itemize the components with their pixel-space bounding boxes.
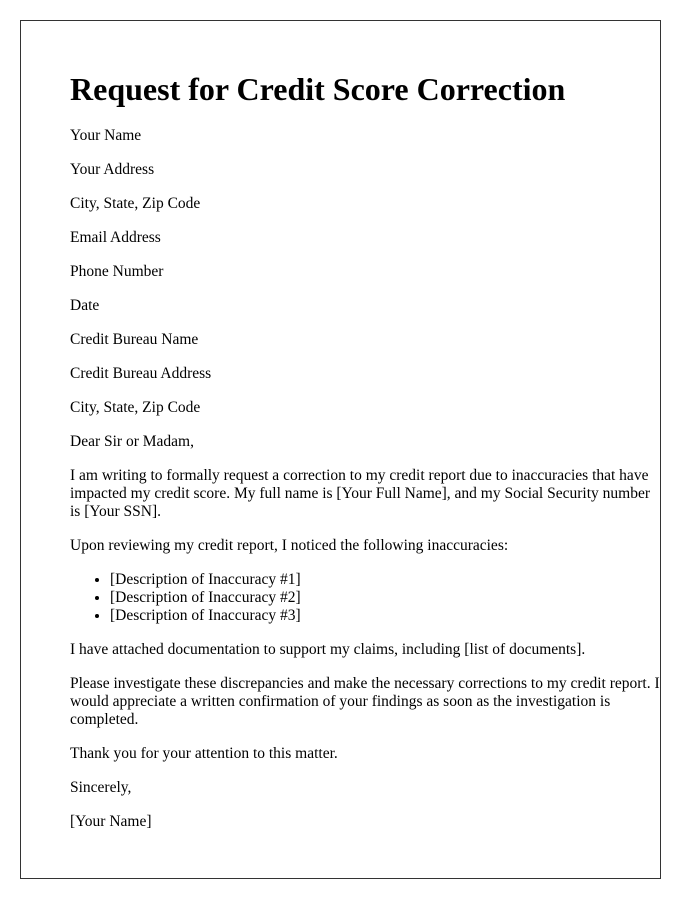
list-item: • [Description of Inaccuracy #3] [110, 607, 660, 625]
sender-address: Your Address [70, 161, 155, 178]
salutation: Dear Sir or Madam, [70, 433, 194, 450]
letter-frame [20, 20, 661, 879]
sender-block [70, 127, 660, 281]
request-paragraph: Please investigate these discrepancies and make the necessary corrections to my credit report. I would appreciate a written confirmation of your findings as soon as the investigation is completed. [70, 675, 660, 728]
recipient-bureau-address: Credit Bureau Address [70, 365, 212, 382]
documentation-paragraph: I have attached documentation to support my claims, including [list of documents]. [70, 641, 586, 658]
list-item: • [Description of Inaccuracy #2] [110, 589, 660, 607]
list-item: • [Description of Inaccuracy #1] [110, 571, 660, 589]
sender-phone: Phone Number [70, 263, 164, 280]
thanks-paragraph: Thank you for your attention to this matter. [70, 745, 338, 762]
recipient-city-state-zip: City, State, Zip Code [70, 399, 201, 416]
sender-name: Your Name [70, 127, 142, 144]
recipient-block [70, 331, 660, 417]
review-paragraph: Upon reviewing my credit report, I noticed the following inaccuracies: [70, 537, 509, 554]
sender-city-state-zip: City, State, Zip Code [70, 195, 201, 212]
intro-paragraph: I am writing to formally request a correction to my credit report due to inaccuracies that have impacted my credit score. My full name is [Your Full Name], and my Social Security number is [Your SSN]. [70, 467, 650, 520]
letter-date: Date [70, 297, 100, 314]
letter-title: Request for Credit Score Correction [70, 71, 566, 107]
valediction: Sincerely, [70, 779, 132, 796]
inaccuracy-list [70, 571, 660, 625]
recipient-bureau-name: Credit Bureau Name [70, 331, 199, 348]
sender-email: Email Address [70, 229, 161, 246]
closing-block [70, 779, 660, 831]
letter-content [70, 69, 660, 847]
signature-name: [Your Name] [70, 813, 152, 830]
